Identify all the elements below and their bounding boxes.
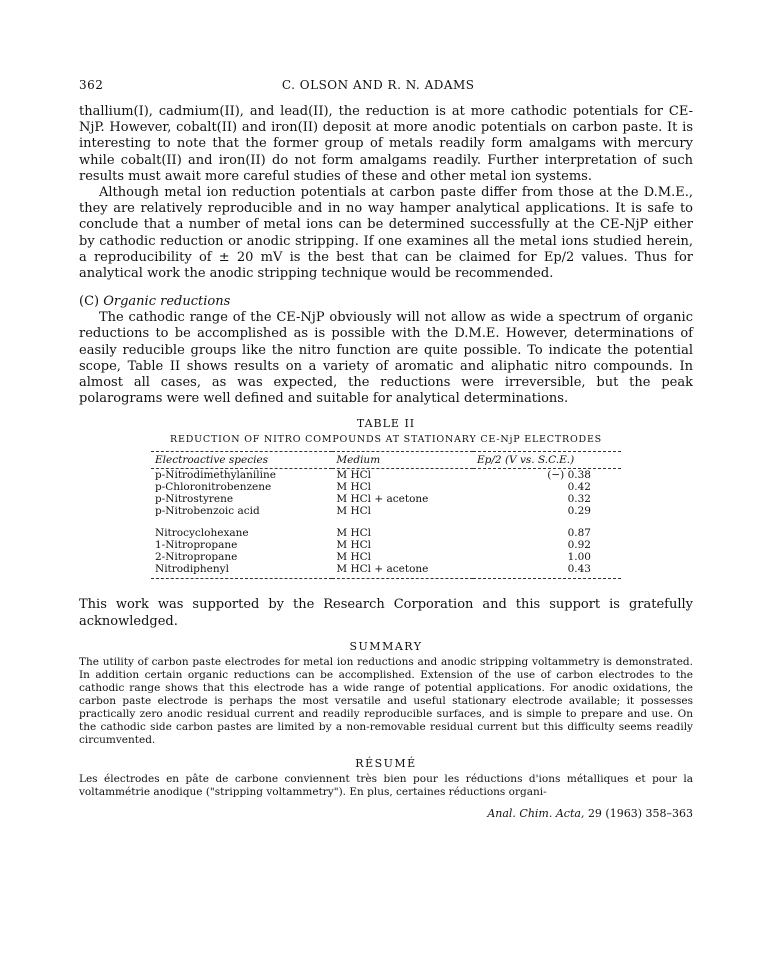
paragraph-1: thallium(I), cadmium(II), and lead(II), the reduction is at more cathodic potentials for CE-NjP. However, cobalt(II) and iron(II) deposit at more anodic potentials on carbon paste. It is interesting to note that the former group of metals readily form amalgams with mercury while cobalt(II) and iron(II) do not form amalgams readily. Further interpretation of such results must await more careful studies of these and other metal ion systems. — [79, 104, 693, 184]
medium-cell: M HCl + acetone — [332, 563, 473, 579]
journal-name: Anal. Chim. Acta, — [487, 806, 585, 820]
species-cell: Nitrodiphenyl — [151, 563, 332, 579]
section-label: (C) — [79, 294, 100, 310]
potential-cell: 0.42 — [567, 481, 591, 494]
journal-citation — [79, 807, 693, 820]
species-cell: p-Nitrobenzoic acid — [155, 505, 260, 518]
medium-cell: M HCl — [336, 481, 372, 494]
page-number: 362 — [79, 78, 104, 92]
table-caption: TABLE II — [356, 417, 416, 431]
species-cell: p-Nitrodimethylaniline — [155, 469, 276, 482]
medium-cell: M HCl — [336, 539, 372, 552]
potential-cell: 0.87 — [567, 527, 591, 540]
medium-cell: M HCl — [336, 551, 372, 564]
acknowledgment: This work was supported by the Research Corporation and this support is gratefully acknowledged. — [79, 597, 693, 629]
table-row — [151, 527, 621, 539]
species-cell: Nitrocyclohexane — [155, 527, 249, 540]
medium-cell: M HCl + acetone — [336, 493, 429, 506]
potential-cell: 0.32 — [567, 493, 591, 506]
medium-cell: M HCl — [336, 505, 372, 518]
summary-text: The utility of carbon paste electrodes for metal ion reductions and anodic stripping voltammetry is demonstrated. In addition certain organic reductions can be accomplished. Extension of the use of carbon electrodes to the cathodic range shows that this electrode has a wide range of potential applications. For anodic oxidations, the carbon paste electrode is perhaps the most versatile and useful stationary electrode available; it possesses practically zero anodic residual current and readily reproducible surfaces, and is simple to prepare and use. On the cathodic side carbon pastes are limited by a non-removable residual current but this difficulty seems readily circumvented. — [79, 655, 693, 746]
species-cell: 2-Nitropropane — [155, 551, 238, 564]
table-header-row — [151, 452, 621, 469]
table-row — [151, 469, 621, 482]
potential-cell: 0.92 — [567, 539, 591, 552]
resume-heading: RÉSUMÉ — [355, 756, 417, 770]
header-potential: Ep/2 (V vs. S.C.E.) — [473, 452, 621, 469]
running-title: C. OLSON AND R. N. ADAMS — [281, 78, 475, 92]
page-header — [79, 78, 693, 92]
species-cell: p-Nitrostyrene — [155, 493, 234, 506]
species-cell: 1-Nitropropane — [155, 539, 238, 552]
species-cell: p-Chloronitrobenzene — [155, 481, 272, 494]
table-row — [151, 493, 621, 505]
summary-heading: SUMMARY — [349, 639, 423, 653]
table-spacer — [151, 517, 621, 527]
table-row — [151, 539, 621, 551]
potential-cell: 0.29 — [567, 505, 591, 518]
medium-cell: M HCl — [336, 527, 372, 540]
paragraph-3: The cathodic range of the CE-NjP obviously will not allow as wide a spectrum of organic reductions to be accomplished as is possible with the D.M.E. However, determinations of easily reducible groups like the nitro function are quite possible. To indicate the potential scope, Table II shows results on a variety of aromatic and aliphatic nitro compounds. In almost all cases, as was expected, the reductions were irreversible, but the peak polarograms were well defined and suitable for analytical determinations. — [79, 310, 693, 407]
table-row — [151, 481, 621, 493]
potential-cell: 0.43 — [473, 563, 621, 579]
table-row — [151, 563, 621, 579]
section-heading — [79, 294, 693, 310]
potential-cell: 1.00 — [567, 551, 591, 564]
potential-cell: (−) 0.38 — [547, 469, 591, 482]
page — [79, 78, 693, 820]
medium-cell: M HCl — [336, 469, 372, 482]
table-subtitle: REDUCTION OF NITRO COMPOUNDS AT STATIONARY CE-NjP ELECTRODES — [170, 434, 602, 446]
table-row — [151, 505, 621, 517]
data-table — [151, 451, 621, 579]
table-row — [151, 551, 621, 563]
header-species: Electroactive species — [151, 452, 332, 469]
citation-details: 29 (1963) 358–363 — [587, 806, 693, 820]
header-medium: Medium — [332, 452, 473, 469]
paragraph-2: Although metal ion reduction potentials at carbon paste differ from those at the D.M.E., they are relatively reproducible and in no way hamper analytical applications. It is safe to conclude that a number of metal ions can be determined successfully at the CE-NjP either by cathodic reduction or anodic stripping. If one examines all the metal ions studied herein, a reproducibility of ± 20 mV is the best that can be claimed for Ep/2 values. Thus for analytical work the anodic stripping technique would be recommended. — [79, 185, 693, 282]
resume-text: Les électrodes en pâte de carbone conviennent très bien pour les réductions d'ions métalliques et pour la voltammétrie anodique ("stripping voltammetry"). En plus, certaines réductions organi- — [79, 772, 693, 798]
section-title: Organic reductions — [103, 294, 231, 310]
